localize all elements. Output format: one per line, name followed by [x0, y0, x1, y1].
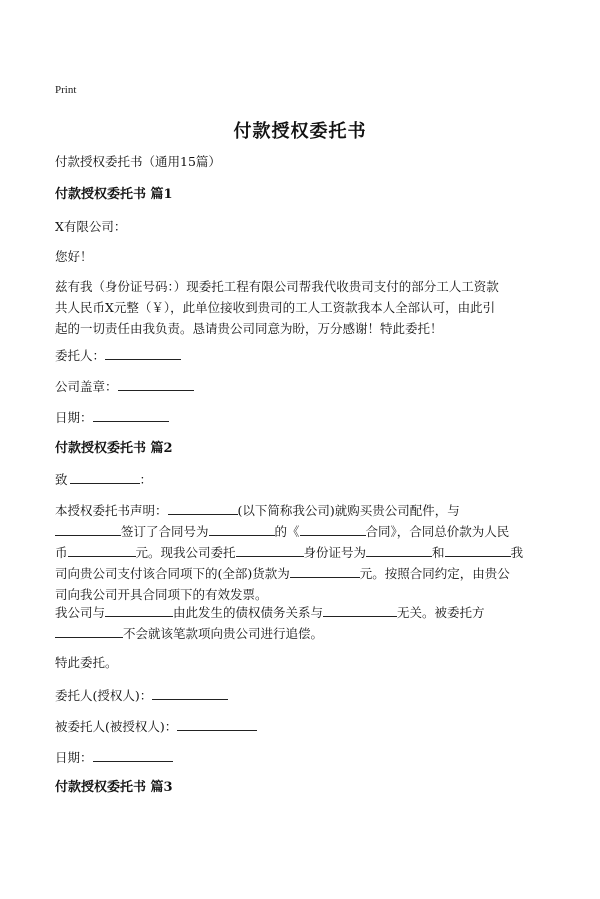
seal-label: 公司盖章： [55, 379, 118, 394]
agent-row [55, 718, 257, 735]
section-2-to-row [55, 471, 152, 488]
section-1-body [55, 276, 550, 339]
to-label: 致 [55, 472, 68, 487]
blank [168, 502, 238, 515]
text: 身份证号为 [303, 545, 367, 560]
section-1-seal-row [55, 378, 194, 395]
text: 不会就该笔款项向贵公司进行追偿。 [123, 626, 324, 641]
blank [236, 544, 304, 557]
section-2-heading: 付款授权委托书 篇2 [55, 441, 173, 456]
section-2-para-2 [55, 602, 550, 644]
blank [55, 523, 121, 536]
text: 元。现我公司委托 [135, 545, 236, 560]
blank [300, 523, 366, 536]
text: 合同》，合同总价款为人民 [365, 524, 510, 539]
print-link[interactable]: Print [55, 84, 77, 96]
text: 本授权委托书声明： [55, 503, 168, 518]
seal-blank [118, 378, 194, 391]
date-blank [93, 409, 169, 422]
text: 和 [432, 545, 445, 560]
text: 由此发生的债权债务关系与 [173, 605, 324, 620]
blank [68, 544, 136, 557]
section-1-date-row [55, 409, 169, 426]
text: 我 [510, 545, 524, 560]
section-1-body-line: 共人民币X元整（￥），此单位接收到贵司的工人工资款我本人全部认可，由此引 [55, 300, 496, 315]
blank [323, 604, 397, 617]
blank [209, 523, 275, 536]
section-2-para-1 [55, 500, 550, 605]
section-1-body-line: 兹有我（身份证号码：）现委托工程有限公司帮我代收贵司支付的部分工人工资款 [55, 279, 499, 294]
section-1-heading: 付款授权委托书 篇1 [55, 187, 173, 202]
text: 我公司与 [55, 605, 106, 620]
blank [366, 544, 432, 557]
section-3-heading: 付款授权委托书 篇3 [55, 780, 173, 795]
text: 币 [55, 545, 68, 560]
blank [290, 565, 360, 578]
text: 签订了合同号为 [121, 524, 209, 539]
section-2-date-row [55, 749, 173, 766]
blank [55, 625, 123, 638]
client-blank [105, 347, 181, 360]
principal-row [55, 687, 228, 704]
special-note: 特此委托。 [55, 655, 118, 670]
section-1-body-line: 起的一切责任由我负责。恳请贵公司同意为盼，万分感谢！特此委托！ [55, 321, 443, 336]
text: 元。按照合同约定，由贵公 [359, 566, 510, 581]
document-subtitle: 付款授权委托书（通用15篇） [55, 154, 221, 169]
section-1-client-row [55, 347, 181, 364]
principal-label: 委托人(授权人)： [55, 688, 153, 703]
to-blank [70, 471, 140, 484]
section-1-addressee: X有限公司： [55, 219, 127, 234]
agent-label: 被委托人(被授权人)： [55, 719, 178, 734]
agent-blank [177, 718, 257, 731]
text: 司向贵公司支付该合同项下的(全部)货款为 [55, 566, 290, 581]
text: 司向我公司开具合同项下的有效发票。 [55, 587, 268, 602]
text: 的《 [274, 524, 300, 539]
section-1-greeting: 您好！ [55, 249, 93, 264]
text: 无关。被委托方 [397, 605, 485, 620]
principal-blank [152, 687, 228, 700]
date-label: 日期： [55, 750, 93, 765]
text: (以下简称我公司)就购买贵公司配件，与 [237, 503, 460, 518]
date-label: 日期： [55, 410, 93, 425]
blank [445, 544, 511, 557]
client-label: 委托人： [55, 348, 106, 363]
to-suffix: ： [139, 472, 153, 487]
document-title: 付款授权委托书 [233, 121, 367, 142]
blank [105, 604, 173, 617]
date-blank [93, 749, 173, 762]
